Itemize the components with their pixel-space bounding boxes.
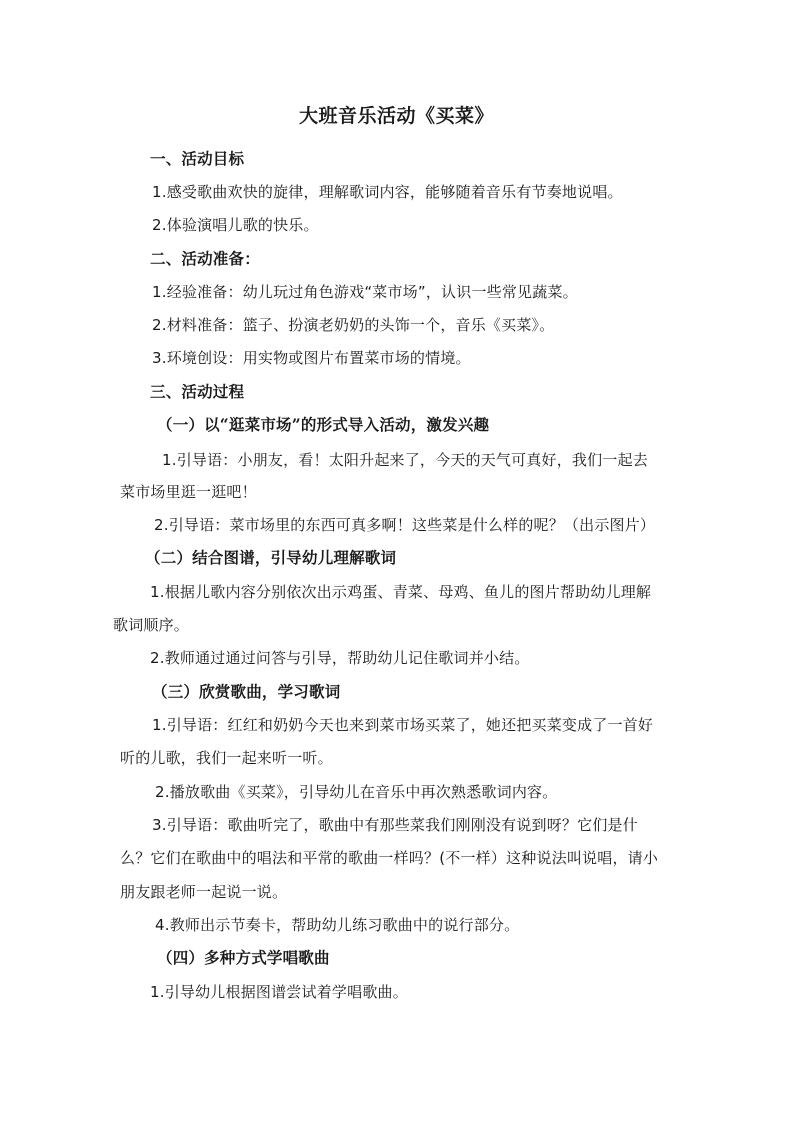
paragraph-line: 2.体验演唱儿歌的快乐。 <box>152 216 319 234</box>
paragraph-line: 2.教师通过通过问答与引导，帮助幼儿记住歌词并小结。 <box>150 649 530 667</box>
paragraph-line: 2.材料准备：篮子、扮演老奶奶的头饰一个，音乐《买菜》。 <box>152 316 555 334</box>
paragraph-line: 朋友跟老师一起说一说。 <box>120 883 288 901</box>
document-title: 大班音乐活动《买菜》 <box>298 105 494 127</box>
subsection-heading-2: （二）结合图谱，引导幼儿理解歌词 <box>145 548 397 567</box>
paragraph-line: 菜市场里逛一逛吧！ <box>120 483 257 501</box>
paragraph-line: 1.引导幼儿根据图谱尝试着学唱歌曲。 <box>150 983 408 1001</box>
section-heading-preparation: 二、活动准备： <box>150 249 260 268</box>
section-heading-process: 三、活动过程 <box>150 382 245 401</box>
paragraph-line: 么？它们在歌曲中的唱法和平常的歌曲一样吗？(不一样）这种说法叫说唱，请小 <box>120 849 659 867</box>
paragraph-line: 1.根据儿歌内容分别依次出示鸡蛋、青菜、母鸡、鱼儿的图片帮助幼儿理解 <box>150 583 652 601</box>
paragraph-line: 听的儿歌，我们一起来听一听。 <box>120 749 333 767</box>
section-heading-goals: 一、活动目标 <box>150 149 245 168</box>
paragraph-line: 2.播放歌曲《买菜》，引导幼儿在音乐中再次熟悉歌词内容。 <box>155 783 558 801</box>
paragraph-line: 3.环境创设：用实物或图片布置菜市场的情境。 <box>152 349 471 367</box>
paragraph-line: 4.教师出示节奏卡，帮助幼儿练习歌曲中的说行部分。 <box>155 916 520 934</box>
paragraph-line: 歌词顺序。 <box>113 616 190 634</box>
paragraph-line: 1.经验准备：幼儿玩过角色游戏“菜市场”，认识一些常见蔬菜。 <box>152 283 578 301</box>
paragraph-line: 2.引导语：菜市场里的东西可真多啊！这些菜是什么样的呢？（出示图片） <box>154 516 656 534</box>
paragraph-line: 1.引导语：小朋友，看！太阳升起来了，今天的天气可真好，我们一起去 <box>162 451 648 469</box>
subsection-heading-1: （一）以“逛菜市场”的形式导入活动，激发兴趣 <box>157 415 490 434</box>
paragraph-line: 3.引导语：歌曲听完了，歌曲中有那些菜我们刚刚没有说到呀？它们是什 <box>152 816 638 834</box>
subsection-heading-4: （四）多种方式学唱歌曲 <box>157 948 330 967</box>
paragraph-line: 1.引导语：红红和奶奶今天也来到菜市场买菜了，她还把买菜变成了一首好 <box>152 716 654 734</box>
paragraph-line: 1.感受歌曲欢快的旋律，理解歌词内容，能够随着音乐有节奏地说唱。 <box>152 183 623 201</box>
subsection-heading-3: （三）欣赏歌曲，学习歌词 <box>152 682 341 701</box>
